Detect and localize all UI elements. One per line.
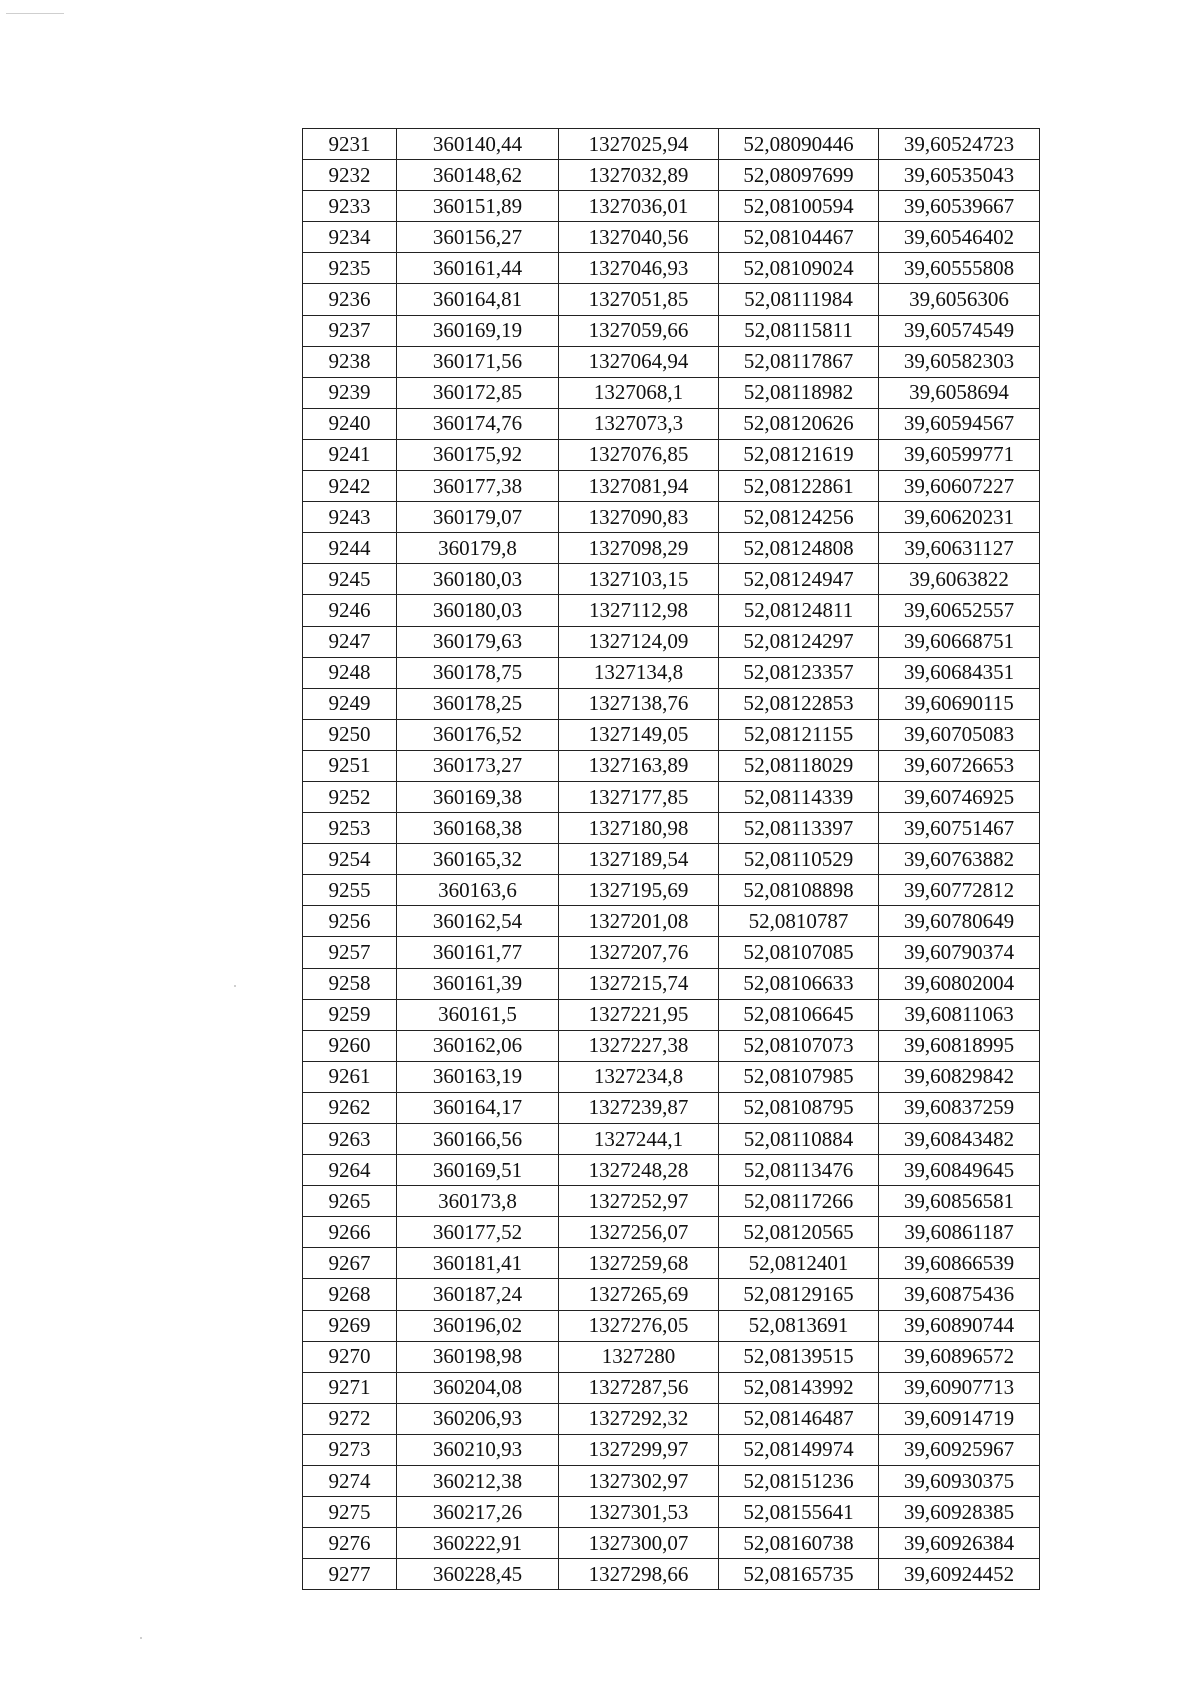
y-coordinate-cell: 1327149,05: [559, 719, 719, 750]
table-row: [303, 844, 1040, 875]
longitude-cell: 39,60837259: [879, 1092, 1040, 1123]
x-coordinate-cell: 360169,51: [397, 1155, 559, 1186]
longitude-cell: 39,60652557: [879, 595, 1040, 626]
point-number-cell: 9260: [303, 1030, 397, 1061]
table-row: [303, 284, 1040, 315]
y-coordinate-cell: 1327259,68: [559, 1248, 719, 1279]
y-coordinate-cell: 1327180,98: [559, 813, 719, 844]
longitude-cell: 39,60705083: [879, 719, 1040, 750]
x-coordinate-cell: 360172,85: [397, 377, 559, 408]
x-coordinate-cell: 360179,63: [397, 626, 559, 657]
x-coordinate-cell: 360162,06: [397, 1030, 559, 1061]
x-coordinate-cell: 360217,26: [397, 1497, 559, 1528]
x-coordinate-cell: 360161,44: [397, 253, 559, 284]
latitude-cell: 52,08104467: [719, 222, 879, 253]
x-coordinate-cell: 360175,92: [397, 439, 559, 470]
y-coordinate-cell: 1327025,94: [559, 129, 719, 160]
x-coordinate-cell: 360179,07: [397, 502, 559, 533]
table-row: [303, 937, 1040, 968]
point-number-cell: 9273: [303, 1434, 397, 1465]
longitude-cell: 39,60690115: [879, 688, 1040, 719]
point-number-cell: 9235: [303, 253, 397, 284]
latitude-cell: 52,08107073: [719, 1030, 879, 1061]
point-number-cell: 9259: [303, 999, 397, 1030]
point-number-cell: 9267: [303, 1248, 397, 1279]
latitude-cell: 52,08117867: [719, 346, 879, 377]
y-coordinate-cell: 1327276,05: [559, 1310, 719, 1341]
longitude-cell: 39,60928385: [879, 1497, 1040, 1528]
y-coordinate-cell: 1327227,38: [559, 1030, 719, 1061]
table-row: [303, 1248, 1040, 1279]
longitude-cell: 39,60546402: [879, 222, 1040, 253]
y-coordinate-cell: 1327138,76: [559, 688, 719, 719]
longitude-cell: 39,60811063: [879, 999, 1040, 1030]
longitude-cell: 39,60751467: [879, 813, 1040, 844]
y-coordinate-cell: 1327292,32: [559, 1403, 719, 1434]
longitude-cell: 39,60726653: [879, 750, 1040, 781]
latitude-cell: 52,08111984: [719, 284, 879, 315]
longitude-cell: 39,60631127: [879, 533, 1040, 564]
x-coordinate-cell: 360198,98: [397, 1341, 559, 1372]
longitude-cell: 39,60856581: [879, 1186, 1040, 1217]
table-row: [303, 750, 1040, 781]
latitude-cell: 52,08124808: [719, 533, 879, 564]
point-number-cell: 9242: [303, 471, 397, 502]
x-coordinate-cell: 360168,38: [397, 813, 559, 844]
latitude-cell: 52,08124297: [719, 626, 879, 657]
y-coordinate-cell: 1327189,54: [559, 844, 719, 875]
x-coordinate-cell: 360210,93: [397, 1434, 559, 1465]
latitude-cell: 52,08107085: [719, 937, 879, 968]
latitude-cell: 52,08149974: [719, 1434, 879, 1465]
table-row: [303, 564, 1040, 595]
latitude-cell: 52,08122861: [719, 471, 879, 502]
x-coordinate-cell: 360171,56: [397, 346, 559, 377]
table-row: [303, 191, 1040, 222]
x-coordinate-cell: 360196,02: [397, 1310, 559, 1341]
coordinates-table-body: [303, 129, 1040, 1590]
table-row: [303, 439, 1040, 470]
point-number-cell: 9237: [303, 315, 397, 346]
longitude-cell: 39,60599771: [879, 439, 1040, 470]
y-coordinate-cell: 1327298,66: [559, 1559, 719, 1590]
table-row: [303, 1217, 1040, 1248]
x-coordinate-cell: 360178,25: [397, 688, 559, 719]
x-coordinate-cell: 360164,17: [397, 1092, 559, 1123]
y-coordinate-cell: 1327177,85: [559, 781, 719, 812]
longitude-cell: 39,60620231: [879, 502, 1040, 533]
x-coordinate-cell: 360177,52: [397, 1217, 559, 1248]
latitude-cell: 52,08122853: [719, 688, 879, 719]
y-coordinate-cell: 1327248,28: [559, 1155, 719, 1186]
x-coordinate-cell: 360163,6: [397, 875, 559, 906]
x-coordinate-cell: 360165,32: [397, 844, 559, 875]
x-coordinate-cell: 360228,45: [397, 1559, 559, 1590]
longitude-cell: 39,60896572: [879, 1341, 1040, 1372]
longitude-cell: 39,60802004: [879, 968, 1040, 999]
longitude-cell: 39,60926384: [879, 1528, 1040, 1559]
table-row: [303, 533, 1040, 564]
table-row: [303, 346, 1040, 377]
y-coordinate-cell: 1327280: [559, 1341, 719, 1372]
table-row: [303, 1030, 1040, 1061]
x-coordinate-cell: 360156,27: [397, 222, 559, 253]
point-number-cell: 9252: [303, 781, 397, 812]
table-row: [303, 160, 1040, 191]
table-row: [303, 471, 1040, 502]
scan-artifact: [234, 985, 236, 987]
y-coordinate-cell: 1327076,85: [559, 439, 719, 470]
x-coordinate-cell: 360151,89: [397, 191, 559, 222]
latitude-cell: 52,08090446: [719, 129, 879, 160]
point-number-cell: 9244: [303, 533, 397, 564]
latitude-cell: 52,08118029: [719, 750, 879, 781]
point-number-cell: 9255: [303, 875, 397, 906]
point-number-cell: 9269: [303, 1310, 397, 1341]
x-coordinate-cell: 360180,03: [397, 595, 559, 626]
point-number-cell: 9231: [303, 129, 397, 160]
latitude-cell: 52,08113397: [719, 813, 879, 844]
latitude-cell: 52,08110884: [719, 1124, 879, 1155]
latitude-cell: 52,08123357: [719, 657, 879, 688]
latitude-cell: 52,08121619: [719, 439, 879, 470]
latitude-cell: 52,08124947: [719, 564, 879, 595]
point-number-cell: 9266: [303, 1217, 397, 1248]
table-row: [303, 1341, 1040, 1372]
x-coordinate-cell: 360179,8: [397, 533, 559, 564]
latitude-cell: 52,08115811: [719, 315, 879, 346]
x-coordinate-cell: 360178,75: [397, 657, 559, 688]
x-coordinate-cell: 360212,38: [397, 1466, 559, 1497]
point-number-cell: 9264: [303, 1155, 397, 1186]
point-number-cell: 9239: [303, 377, 397, 408]
y-coordinate-cell: 1327090,83: [559, 502, 719, 533]
scan-artifact: [140, 1637, 142, 1639]
point-number-cell: 9258: [303, 968, 397, 999]
point-number-cell: 9245: [303, 564, 397, 595]
point-number-cell: 9272: [303, 1403, 397, 1434]
x-coordinate-cell: 360166,56: [397, 1124, 559, 1155]
point-number-cell: 9268: [303, 1279, 397, 1310]
point-number-cell: 9274: [303, 1466, 397, 1497]
latitude-cell: 52,08113476: [719, 1155, 879, 1186]
x-coordinate-cell: 360180,03: [397, 564, 559, 595]
y-coordinate-cell: 1327064,94: [559, 346, 719, 377]
longitude-cell: 39,60582303: [879, 346, 1040, 377]
x-coordinate-cell: 360148,62: [397, 160, 559, 191]
point-number-cell: 9271: [303, 1372, 397, 1403]
table-row: [303, 1403, 1040, 1434]
longitude-cell: 39,6063822: [879, 564, 1040, 595]
point-number-cell: 9257: [303, 937, 397, 968]
table-row: [303, 719, 1040, 750]
y-coordinate-cell: 1327244,1: [559, 1124, 719, 1155]
point-number-cell: 9248: [303, 657, 397, 688]
latitude-cell: 52,08124811: [719, 595, 879, 626]
point-number-cell: 9253: [303, 813, 397, 844]
table-row: [303, 1528, 1040, 1559]
longitude-cell: 39,60890744: [879, 1310, 1040, 1341]
table-row: [303, 657, 1040, 688]
y-coordinate-cell: 1327068,1: [559, 377, 719, 408]
y-coordinate-cell: 1327032,89: [559, 160, 719, 191]
longitude-cell: 39,60539667: [879, 191, 1040, 222]
latitude-cell: 52,08121155: [719, 719, 879, 750]
y-coordinate-cell: 1327252,97: [559, 1186, 719, 1217]
point-number-cell: 9243: [303, 502, 397, 533]
longitude-cell: 39,60907713: [879, 1372, 1040, 1403]
x-coordinate-cell: 360222,91: [397, 1528, 559, 1559]
latitude-cell: 52,0810787: [719, 906, 879, 937]
y-coordinate-cell: 1327265,69: [559, 1279, 719, 1310]
longitude-cell: 39,60849645: [879, 1155, 1040, 1186]
x-coordinate-cell: 360163,19: [397, 1061, 559, 1092]
point-number-cell: 9251: [303, 750, 397, 781]
y-coordinate-cell: 1327302,97: [559, 1466, 719, 1497]
latitude-cell: 52,08106633: [719, 968, 879, 999]
x-coordinate-cell: 360173,8: [397, 1186, 559, 1217]
point-number-cell: 9246: [303, 595, 397, 626]
y-coordinate-cell: 1327134,8: [559, 657, 719, 688]
table-row: [303, 906, 1040, 937]
longitude-cell: 39,60930375: [879, 1466, 1040, 1497]
x-coordinate-cell: 360161,77: [397, 937, 559, 968]
latitude-cell: 52,0813691: [719, 1310, 879, 1341]
y-coordinate-cell: 1327059,66: [559, 315, 719, 346]
table-row: [303, 1124, 1040, 1155]
table-row: [303, 595, 1040, 626]
point-number-cell: 9261: [303, 1061, 397, 1092]
coordinates-table: [302, 128, 1040, 1590]
latitude-cell: 52,08120565: [719, 1217, 879, 1248]
longitude-cell: 39,6056306: [879, 284, 1040, 315]
table-row: [303, 1497, 1040, 1528]
latitude-cell: 52,08165735: [719, 1559, 879, 1590]
point-number-cell: 9238: [303, 346, 397, 377]
x-coordinate-cell: 360204,08: [397, 1372, 559, 1403]
latitude-cell: 52,08117266: [719, 1186, 879, 1217]
point-number-cell: 9247: [303, 626, 397, 657]
latitude-cell: 52,08151236: [719, 1466, 879, 1497]
table-row: [303, 999, 1040, 1030]
latitude-cell: 52,0812401: [719, 1248, 879, 1279]
longitude-cell: 39,60607227: [879, 471, 1040, 502]
longitude-cell: 39,60780649: [879, 906, 1040, 937]
longitude-cell: 39,60594567: [879, 408, 1040, 439]
longitude-cell: 39,60925967: [879, 1434, 1040, 1465]
longitude-cell: 39,60555808: [879, 253, 1040, 284]
table-row: [303, 781, 1040, 812]
point-number-cell: 9275: [303, 1497, 397, 1528]
latitude-cell: 52,08129165: [719, 1279, 879, 1310]
table-row: [303, 502, 1040, 533]
longitude-cell: 39,6058694: [879, 377, 1040, 408]
y-coordinate-cell: 1327234,8: [559, 1061, 719, 1092]
y-coordinate-cell: 1327215,74: [559, 968, 719, 999]
point-number-cell: 9250: [303, 719, 397, 750]
longitude-cell: 39,60861187: [879, 1217, 1040, 1248]
y-coordinate-cell: 1327040,56: [559, 222, 719, 253]
latitude-cell: 52,08106645: [719, 999, 879, 1030]
latitude-cell: 52,08120626: [719, 408, 879, 439]
table-row: [303, 129, 1040, 160]
longitude-cell: 39,60574549: [879, 315, 1040, 346]
table-row: [303, 1372, 1040, 1403]
longitude-cell: 39,60746925: [879, 781, 1040, 812]
scan-artifact: [6, 13, 64, 14]
y-coordinate-cell: 1327195,69: [559, 875, 719, 906]
point-number-cell: 9254: [303, 844, 397, 875]
point-number-cell: 9256: [303, 906, 397, 937]
y-coordinate-cell: 1327124,09: [559, 626, 719, 657]
longitude-cell: 39,60535043: [879, 160, 1040, 191]
latitude-cell: 52,08124256: [719, 502, 879, 533]
x-coordinate-cell: 360161,39: [397, 968, 559, 999]
table-row: [303, 1061, 1040, 1092]
latitude-cell: 52,08118982: [719, 377, 879, 408]
point-number-cell: 9232: [303, 160, 397, 191]
y-coordinate-cell: 1327299,97: [559, 1434, 719, 1465]
point-number-cell: 9277: [303, 1559, 397, 1590]
latitude-cell: 52,08139515: [719, 1341, 879, 1372]
point-number-cell: 9270: [303, 1341, 397, 1372]
y-coordinate-cell: 1327081,94: [559, 471, 719, 502]
longitude-cell: 39,60790374: [879, 937, 1040, 968]
x-coordinate-cell: 360164,81: [397, 284, 559, 315]
y-coordinate-cell: 1327201,08: [559, 906, 719, 937]
longitude-cell: 39,60866539: [879, 1248, 1040, 1279]
table-row: [303, 688, 1040, 719]
latitude-cell: 52,08110529: [719, 844, 879, 875]
x-coordinate-cell: 360169,38: [397, 781, 559, 812]
point-number-cell: 9249: [303, 688, 397, 719]
latitude-cell: 52,08146487: [719, 1403, 879, 1434]
table-row: [303, 315, 1040, 346]
x-coordinate-cell: 360187,24: [397, 1279, 559, 1310]
table-row: [303, 626, 1040, 657]
x-coordinate-cell: 360176,52: [397, 719, 559, 750]
y-coordinate-cell: 1327051,85: [559, 284, 719, 315]
y-coordinate-cell: 1327046,93: [559, 253, 719, 284]
point-number-cell: 9262: [303, 1092, 397, 1123]
point-number-cell: 9241: [303, 439, 397, 470]
table-row: [303, 968, 1040, 999]
x-coordinate-cell: 360181,41: [397, 1248, 559, 1279]
x-coordinate-cell: 360162,54: [397, 906, 559, 937]
latitude-cell: 52,08100594: [719, 191, 879, 222]
table-row: [303, 408, 1040, 439]
y-coordinate-cell: 1327207,76: [559, 937, 719, 968]
y-coordinate-cell: 1327287,56: [559, 1372, 719, 1403]
point-number-cell: 9263: [303, 1124, 397, 1155]
longitude-cell: 39,60818995: [879, 1030, 1040, 1061]
longitude-cell: 39,60829842: [879, 1061, 1040, 1092]
longitude-cell: 39,60763882: [879, 844, 1040, 875]
table-row: [303, 253, 1040, 284]
point-number-cell: 9240: [303, 408, 397, 439]
table-row: [303, 1186, 1040, 1217]
point-number-cell: 9276: [303, 1528, 397, 1559]
y-coordinate-cell: 1327239,87: [559, 1092, 719, 1123]
longitude-cell: 39,60843482: [879, 1124, 1040, 1155]
y-coordinate-cell: 1327163,89: [559, 750, 719, 781]
latitude-cell: 52,08114339: [719, 781, 879, 812]
longitude-cell: 39,60524723: [879, 129, 1040, 160]
y-coordinate-cell: 1327300,07: [559, 1528, 719, 1559]
point-number-cell: 9236: [303, 284, 397, 315]
longitude-cell: 39,60914719: [879, 1403, 1040, 1434]
table-row: [303, 222, 1040, 253]
x-coordinate-cell: 360174,76: [397, 408, 559, 439]
longitude-cell: 39,60772812: [879, 875, 1040, 906]
longitude-cell: 39,60668751: [879, 626, 1040, 657]
latitude-cell: 52,08107985: [719, 1061, 879, 1092]
latitude-cell: 52,08143992: [719, 1372, 879, 1403]
table-row: [303, 875, 1040, 906]
table-row: [303, 377, 1040, 408]
longitude-cell: 39,60924452: [879, 1559, 1040, 1590]
x-coordinate-cell: 360177,38: [397, 471, 559, 502]
y-coordinate-cell: 1327036,01: [559, 191, 719, 222]
latitude-cell: 52,08155641: [719, 1497, 879, 1528]
table-row: [303, 813, 1040, 844]
table-row: [303, 1092, 1040, 1123]
x-coordinate-cell: 360161,5: [397, 999, 559, 1030]
y-coordinate-cell: 1327221,95: [559, 999, 719, 1030]
y-coordinate-cell: 1327256,07: [559, 1217, 719, 1248]
point-number-cell: 9234: [303, 222, 397, 253]
table-row: [303, 1310, 1040, 1341]
y-coordinate-cell: 1327301,53: [559, 1497, 719, 1528]
point-number-cell: 9233: [303, 191, 397, 222]
x-coordinate-cell: 360173,27: [397, 750, 559, 781]
latitude-cell: 52,08108795: [719, 1092, 879, 1123]
x-coordinate-cell: 360169,19: [397, 315, 559, 346]
longitude-cell: 39,60875436: [879, 1279, 1040, 1310]
table-row: [303, 1155, 1040, 1186]
latitude-cell: 52,08109024: [719, 253, 879, 284]
latitude-cell: 52,08108898: [719, 875, 879, 906]
table-row: [303, 1559, 1040, 1590]
y-coordinate-cell: 1327103,15: [559, 564, 719, 595]
y-coordinate-cell: 1327098,29: [559, 533, 719, 564]
y-coordinate-cell: 1327112,98: [559, 595, 719, 626]
x-coordinate-cell: 360140,44: [397, 129, 559, 160]
latitude-cell: 52,08160738: [719, 1528, 879, 1559]
point-number-cell: 9265: [303, 1186, 397, 1217]
x-coordinate-cell: 360206,93: [397, 1403, 559, 1434]
y-coordinate-cell: 1327073,3: [559, 408, 719, 439]
table-row: [303, 1434, 1040, 1465]
longitude-cell: 39,60684351: [879, 657, 1040, 688]
table-row: [303, 1466, 1040, 1497]
table-row: [303, 1279, 1040, 1310]
latitude-cell: 52,08097699: [719, 160, 879, 191]
